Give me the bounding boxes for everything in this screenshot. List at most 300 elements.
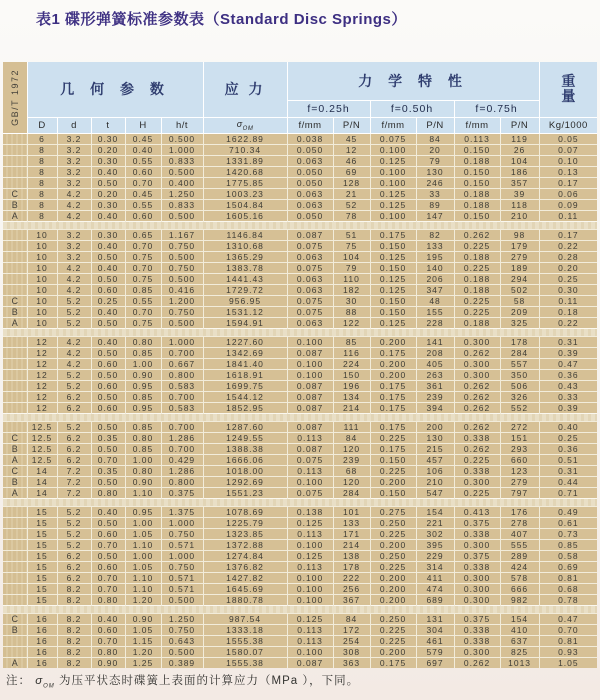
value-cell: 119 [500,133,539,144]
value-cell: 502 [500,284,539,295]
value-cell: 0.20 [539,262,597,273]
value-cell: 246 [416,177,454,188]
group-spacer-row [3,498,597,506]
value-cell: 0.80 [91,487,125,498]
value-cell: 84 [333,432,370,443]
value-cell: 0.250 [370,550,416,561]
value-cell: 0.45 [125,188,161,199]
value-cell: 0.80 [125,336,161,347]
value-cell: 0.063 [287,199,333,210]
value-cell: 4.2 [57,262,91,273]
value-cell: 314 [416,561,454,572]
group-spacer-cell [3,328,597,336]
value-cell: 0.100 [287,358,333,369]
value-cell: 1666.06 [203,454,287,465]
table-row [3,273,597,284]
value-cell: 1531.12 [203,306,287,317]
value-cell: 0.200 [370,369,416,380]
value-cell: 1372.88 [203,539,287,550]
series-letter-cell [3,133,27,144]
value-cell: 12 [27,347,57,358]
value-cell: 3.2 [57,166,91,177]
value-cell: 0.063 [287,317,333,328]
value-cell: 0.125 [370,188,416,199]
value-cell: 1.167 [161,229,203,240]
value-cell: 0.44 [539,476,597,487]
value-cell: 210 [416,476,454,487]
value-cell: 0.338 [454,432,500,443]
value-cell: 0.200 [370,336,416,347]
value-cell: 326 [500,391,539,402]
header-mechanical: 力 学 特 性 [287,62,539,100]
value-cell: 1333.18 [203,624,287,635]
value-cell: 0.100 [287,646,333,657]
value-cell: 123 [500,465,539,476]
value-cell: 0.200 [370,358,416,369]
value-cell: 0.30 [91,199,125,210]
series-letter-cell: A [3,487,27,498]
value-cell: 0.833 [161,155,203,166]
value-cell: 1078.69 [203,506,287,517]
value-cell: 104 [500,155,539,166]
value-cell: 75 [333,240,370,251]
value-cell: 45 [333,133,370,144]
value-cell: 1420.68 [203,166,287,177]
value-cell: 239 [333,454,370,465]
header-weight [539,62,597,117]
table-row [3,284,597,295]
value-cell: 12.5 [27,454,57,465]
table-row [3,517,597,528]
value-cell: 0.262 [454,421,500,432]
value-cell: 0.225 [370,561,416,572]
value-cell: 133 [333,517,370,528]
value-cell: 347 [416,284,454,295]
series-letter-cell [3,144,27,155]
table-row [3,262,597,273]
disc-spring-table [3,62,597,668]
value-cell: 0.50 [91,317,125,328]
value-cell: 0.262 [454,347,500,358]
value-cell: 0.500 [161,273,203,284]
value-cell: 1.000 [161,550,203,561]
value-cell: 0.750 [161,561,203,572]
value-cell: 0.500 [161,251,203,262]
table-row [3,539,597,550]
value-cell: 0.95 [125,402,161,413]
value-cell: 457 [416,454,454,465]
value-cell: 1.250 [161,613,203,624]
value-cell: 16 [27,646,57,657]
value-cell: 1003.23 [203,188,287,199]
value-cell: 1383.78 [203,262,287,273]
value-cell: 0.338 [454,624,500,635]
series-letter-cell: B [3,443,27,454]
value-cell: 0.20 [91,144,125,155]
value-cell: 0.80 [91,646,125,657]
value-cell: 1018.00 [203,465,287,476]
series-letter-cell [3,380,27,391]
value-cell: 208 [416,347,454,358]
value-cell: 0.338 [454,465,500,476]
value-cell: 0.087 [287,380,333,391]
value-cell: 0.05 [539,133,597,144]
value-cell: 0.087 [287,347,333,358]
value-cell: 7.2 [57,476,91,487]
value-cell: 7.2 [57,465,91,476]
value-cell: 0.262 [454,380,500,391]
value-cell: 101 [333,506,370,517]
value-cell: 1555.38 [203,635,287,646]
value-cell: 10 [27,317,57,328]
value-cell: 0.31 [539,465,597,476]
value-cell: 1.20 [125,646,161,657]
value-cell: 130 [416,432,454,443]
value-cell: 0.075 [370,133,416,144]
series-letter-cell: C [3,465,27,476]
table-row [3,624,597,635]
value-cell: 0.300 [454,369,500,380]
value-cell: 0.113 [287,432,333,443]
value-cell: 200 [416,421,454,432]
value-cell: 82 [416,229,454,240]
value-cell: 0.050 [287,166,333,177]
value-cell: 3.2 [57,177,91,188]
group-spacer-row [3,221,597,229]
value-cell: 1645.69 [203,583,287,594]
value-cell: 0.50 [91,391,125,402]
value-cell: 106 [416,465,454,476]
value-cell: 1.15 [125,635,161,646]
value-cell: 0.30 [91,155,125,166]
value-cell: 0.300 [454,539,500,550]
value-cell: 0.643 [161,635,203,646]
value-cell: 6.2 [57,454,91,465]
value-cell: 0.175 [370,391,416,402]
value-cell: 68 [333,465,370,476]
value-cell: 0.338 [454,561,500,572]
value-cell: 0.80 [125,465,161,476]
value-cell: 0.85 [125,391,161,402]
series-letter-cell [3,421,27,432]
value-cell: 0.40 [125,144,161,155]
value-cell: 1287.60 [203,421,287,432]
value-cell: 12 [27,336,57,347]
value-cell: 1.00 [125,454,161,465]
value-cell: 0.500 [161,166,203,177]
table-row [3,443,597,454]
table-row [3,583,597,594]
value-cell: 0.75 [125,273,161,284]
value-cell: 0.50 [91,369,125,380]
value-cell: 5.2 [57,528,91,539]
value-cell: 15 [27,561,57,572]
value-cell: 0.58 [539,550,597,561]
value-cell: 0.60 [91,284,125,295]
series-letter-cell [3,358,27,369]
value-cell: 130 [416,166,454,177]
value-cell: 12.5 [27,421,57,432]
value-cell: 6.2 [57,432,91,443]
value-cell: 0.150 [454,144,500,155]
value-cell: 8 [27,199,57,210]
series-letter-cell: A [3,454,27,465]
value-cell: 367 [333,594,370,605]
value-cell: 0.750 [161,528,203,539]
value-cell: 689 [416,594,454,605]
table-row [3,391,597,402]
value-cell: 3.2 [57,155,91,166]
value-cell: 578 [500,572,539,583]
value-cell: 8 [27,210,57,221]
value-cell: 8.2 [57,583,91,594]
value-cell: 0.571 [161,572,203,583]
value-cell: 5.2 [57,317,91,328]
value-cell: 0.61 [539,517,597,528]
value-cell: 0.95 [125,380,161,391]
value-cell: 69 [333,166,370,177]
value-cell: 0.200 [370,476,416,487]
value-cell: 0.416 [161,284,203,295]
value-cell: 0.80 [91,594,125,605]
series-letter-cell: A [3,317,27,328]
series-letter-cell: B [3,476,27,487]
value-cell: 85 [333,336,370,347]
series-letter-cell [3,550,27,561]
value-cell: 1365.29 [203,251,287,262]
value-cell: 1013 [500,657,539,668]
value-cell: 21 [333,188,370,199]
value-cell: 0.250 [370,613,416,624]
table-row [3,306,597,317]
value-cell: 6 [27,133,57,144]
value-cell: 176 [500,506,539,517]
value-cell: 0.300 [454,476,500,487]
value-cell: 189 [500,262,539,273]
value-cell: 1146.84 [203,229,287,240]
value-cell: 0.73 [539,528,597,539]
value-cell: 0.40 [539,421,597,432]
value-cell: 0.050 [287,144,333,155]
value-cell: 302 [416,528,454,539]
value-cell: 224 [333,358,370,369]
value-cell: 195 [416,251,454,262]
value-cell: 0.40 [91,306,125,317]
value-cell: 0.60 [91,528,125,539]
value-cell: 33 [416,188,454,199]
value-cell: 1880.78 [203,594,287,605]
value-cell: 0.500 [161,646,203,657]
value-cell: 395 [416,539,454,550]
value-cell: 178 [500,336,539,347]
value-cell: 0.47 [539,358,597,369]
value-cell: 0.51 [539,454,597,465]
value-cell: 552 [500,402,539,413]
col-header-weight-unit: Kg/1000 [539,117,597,133]
series-letter-cell: B [3,306,27,317]
value-cell: 1.20 [125,594,161,605]
value-cell: 0.175 [370,402,416,413]
value-cell: 407 [500,528,539,539]
value-cell: 10 [27,284,57,295]
value-cell: 4.2 [57,273,91,284]
table-row [3,166,597,177]
value-cell: 0.50 [91,177,125,188]
table-row [3,421,597,432]
value-cell: 0.100 [370,166,416,177]
value-cell: 0.150 [370,487,416,498]
value-cell: 8.2 [57,594,91,605]
value-cell: 0.100 [370,144,416,155]
value-cell: 122 [333,317,370,328]
value-cell: 0.50 [91,517,125,528]
value-cell: 0.125 [287,517,333,528]
value-cell: 221 [416,517,454,528]
series-letter-cell [3,262,27,273]
value-cell: 0.85 [125,443,161,454]
value-cell: 0.087 [287,443,333,454]
series-letter-cell: A [3,657,27,668]
value-cell: 1.000 [161,144,203,155]
value-cell: 1.10 [125,539,161,550]
value-cell: 0.35 [91,432,125,443]
value-cell: 5.2 [57,369,91,380]
value-cell: 0.25 [539,273,597,284]
table-row [3,380,597,391]
value-cell: 10 [27,273,57,284]
group-spacer-cell [3,605,597,613]
col-header-f3: f/mm [454,117,500,133]
value-cell: 0.175 [370,380,416,391]
header-deflection-075h: f=0.75h [454,100,539,117]
value-cell: 4.2 [57,210,91,221]
table-row [3,229,597,240]
value-cell: 98 [500,229,539,240]
value-cell: 0.40 [91,262,125,273]
value-cell: 155 [416,306,454,317]
value-cell: 120 [333,476,370,487]
table-header [3,62,597,133]
table-row [3,155,597,166]
value-cell: 0.087 [287,229,333,240]
value-cell: 0.60 [91,624,125,635]
value-cell: 215 [416,443,454,454]
value-cell: 0.075 [287,262,333,273]
value-cell: 15 [27,539,57,550]
value-cell: 5.2 [57,517,91,528]
value-cell: 8.2 [57,635,91,646]
value-cell: 0.85 [125,284,161,295]
value-cell: 0.583 [161,380,203,391]
col-header-H: H [125,117,161,133]
value-cell: 279 [500,476,539,487]
value-cell: 0.750 [161,240,203,251]
value-cell: 1594.91 [203,317,287,328]
value-cell: 228 [416,317,454,328]
group-spacer-cell [3,498,597,506]
value-cell: 0.188 [454,251,500,262]
value-cell: 0.93 [539,646,597,657]
value-cell: 1.05 [125,528,161,539]
header-geometry: 几 何 参 数 [27,62,203,117]
value-cell: 0.60 [125,210,161,221]
value-cell: 0.90 [91,657,125,668]
value-cell: 1852.95 [203,402,287,413]
value-cell: 0.10 [539,155,597,166]
value-cell: 0.063 [287,273,333,284]
value-cell: 6.2 [57,550,91,561]
value-cell: 0.400 [161,177,203,188]
table-row [3,657,597,668]
value-cell: 0.200 [370,572,416,583]
value-cell: 0.063 [287,284,333,295]
group-spacer-cell [3,221,597,229]
value-cell: 0.35 [91,465,125,476]
value-cell: 0.262 [454,657,500,668]
col-header-f2: f/mm [370,117,416,133]
value-cell: 8 [27,177,57,188]
table-row [3,240,597,251]
value-cell: 987.54 [203,613,287,624]
value-cell: 0.175 [370,443,416,454]
value-cell: 3.2 [57,133,91,144]
value-cell: 0.100 [287,583,333,594]
value-cell: 1775.85 [203,177,287,188]
value-cell: 0.17 [539,229,597,240]
value-cell: 14 [27,465,57,476]
value-cell: 0.667 [161,358,203,369]
value-cell: 120 [333,443,370,454]
value-cell: 133 [416,240,454,251]
value-cell: 0.60 [91,380,125,391]
value-cell: 1.00 [125,550,161,561]
value-cell: 58 [500,295,539,306]
value-cell: 0.25 [539,432,597,443]
value-cell: 46 [333,155,370,166]
value-cell: 0.28 [539,251,597,262]
page-title: 表1 碟形弹簧标准参数表（Standard Disc Springs） [36,11,407,28]
value-cell: 0.375 [454,550,500,561]
value-cell: 151 [500,432,539,443]
value-cell: 140 [416,262,454,273]
value-cell: 15 [27,528,57,539]
col-header-t: t [91,117,125,133]
value-cell: 172 [333,624,370,635]
value-cell: 0.40 [91,166,125,177]
value-cell: 196 [333,380,370,391]
value-cell: 1.00 [125,358,161,369]
header-deflection-050h: f=0.50h [370,100,454,117]
value-cell: 88 [333,306,370,317]
value-cell: 293 [500,443,539,454]
value-cell: 0.85 [539,539,597,550]
value-cell: 0.338 [454,635,500,646]
value-cell: 557 [500,358,539,369]
table-row [3,487,597,498]
value-cell: 0.800 [161,476,203,487]
value-cell: 0.188 [454,284,500,295]
value-cell: 0.075 [287,487,333,498]
series-letter-cell: A [3,210,27,221]
table-row [3,133,597,144]
value-cell: 16 [27,657,57,668]
series-letter-cell [3,273,27,284]
series-letter-cell [3,635,27,646]
value-cell: 0.200 [370,646,416,657]
value-cell: 325 [500,317,539,328]
value-cell: 0.700 [161,421,203,432]
value-cell: 0.500 [161,133,203,144]
